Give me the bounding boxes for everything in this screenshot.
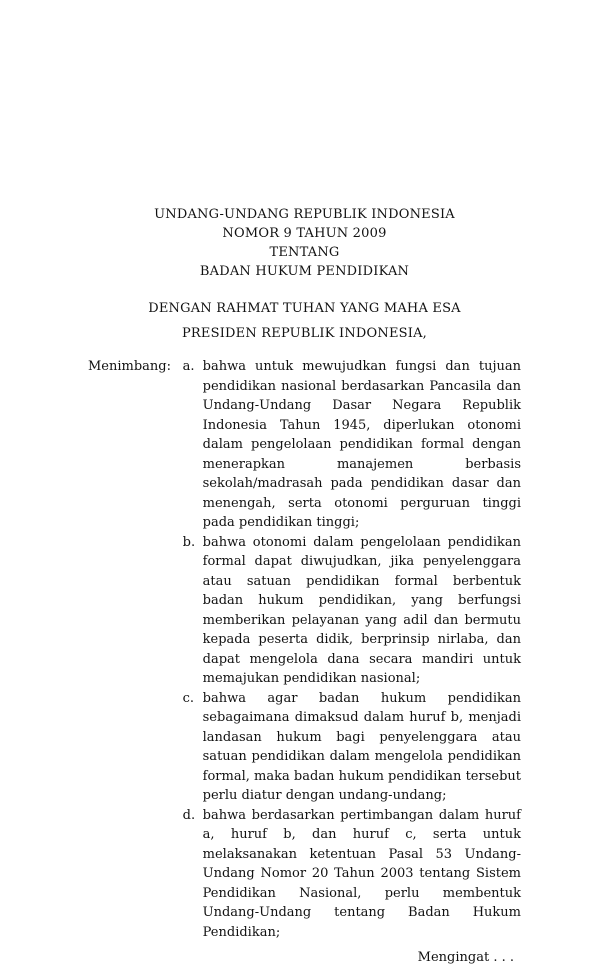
doc-title-line1: UNDANG-UNDANG REPUBLIK INDONESIA xyxy=(154,207,455,222)
considering-items xyxy=(183,357,521,942)
considering-item xyxy=(183,806,521,943)
item-text: bahwa agar badan hukum pendidikan sebagaimana dimaksud dalam huruf b, menjadi landasan hukum bagi penyelenggara atau satuan pendidikan dalam mengelola pendidikan formal, maka badan hukum pendidikan tersebut perlu diatur dengan undang-undang; xyxy=(202,690,521,803)
preamble-invocation: DENGAN RAHMAT TUHAN YANG MAHA ESA xyxy=(148,301,461,316)
item-letter: a. xyxy=(182,359,195,374)
item-letter: c. xyxy=(182,690,195,706)
doc-title-line3: TENTANG xyxy=(269,245,340,260)
considering-item xyxy=(183,357,521,533)
considering-item xyxy=(183,533,521,689)
item-letter: d. xyxy=(182,807,196,823)
item-text: bahwa otonomi dalam pengelolaan pendidikan formal dapat diwujudkan, jika penyelenggara atau satuan pendidikan formal berbentuk badan hukum pendidikan, yang berfungsi memberikan pelayanan yang adil dan bermutu kepada peserta didik, berprinsip nirlaba, dan dapat mengelola dana secara mandiri untuk memajukan pendidikan nasional; xyxy=(202,534,521,686)
item-text: bahwa untuk mewujudkan fungsi dan tujuan pendidikan nasional berdasarkan Pancasila dan Undang-Undang Dasar Negara Republik Indonesia Tahun 1945, diperlukan otonomi dalam pengelolaan pendidikan formal dengan menerapkan manajemen berbasis sekolah/madrasah pada pendidikan dasar dan menengah, serta otonomi perguruan tinggi pada pendidikan tinggi; xyxy=(202,359,521,530)
item-letter: b. xyxy=(182,534,196,550)
document-title-block xyxy=(88,205,521,281)
considering-separator: : xyxy=(166,359,172,374)
page-continuation-marker: Mengingat . . . xyxy=(417,950,514,965)
considering-section xyxy=(88,357,521,942)
considering-label: Menimbang xyxy=(88,359,167,374)
considering-item xyxy=(183,689,521,806)
item-text: bahwa berdasarkan pertimbangan dalam huruf a, huruf b, dan huruf c, serta untuk melaksanakan ketentuan Pasal 53 Undang-Undang Nomor 20 Tahun 2003 tentang Sistem Pendidikan Nasional, perlu membentuk Undang-Undang tentang Badan Hukum Pendidikan; xyxy=(202,807,521,940)
doc-title-line2: NOMOR 9 TAHUN 2009 xyxy=(222,226,387,241)
doc-title-line4: BADAN HUKUM PENDIDIKAN xyxy=(199,264,410,279)
preamble-president: PRESIDEN REPUBLIK INDONESIA, xyxy=(181,326,428,341)
